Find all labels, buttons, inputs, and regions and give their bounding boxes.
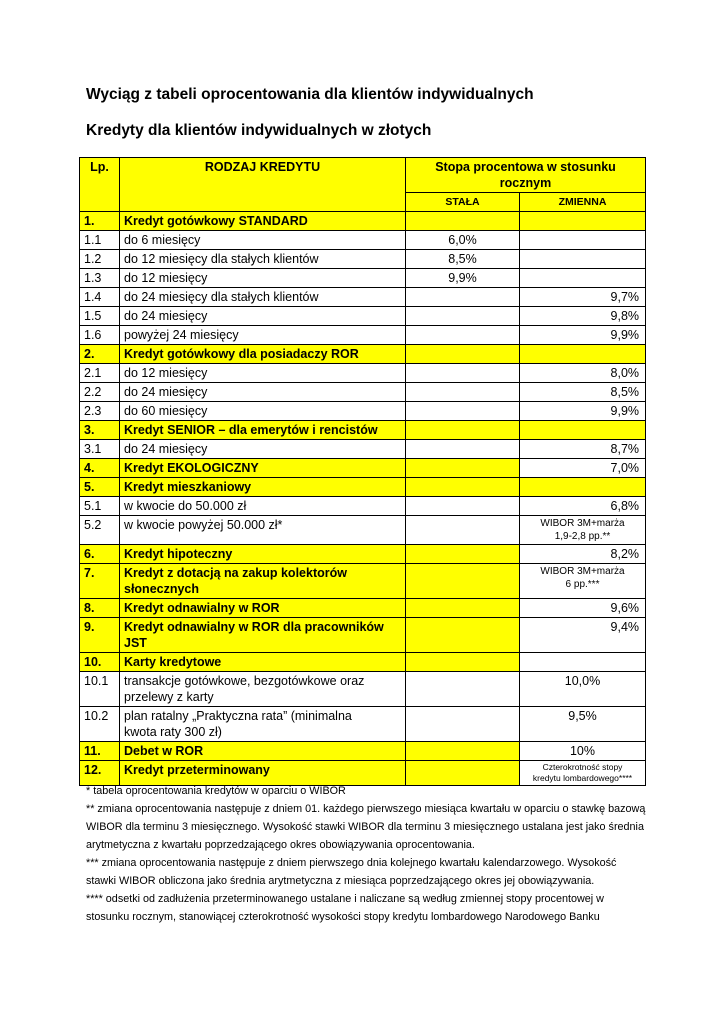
name-line: Kredyt z dotacją na zakup kolektorów	[124, 566, 347, 580]
row-stala	[406, 516, 520, 545]
footnote: *** zmiana oprocentowania następuje z dniem pierwszego dnia kolejnego kwartału kalendarzowego. Wysokość stawki WIBOR obliczona jako średnia arytmetyczna z miesiąca poprzedzającego okres jej obowiązywania.	[86, 857, 617, 887]
table-row	[80, 383, 646, 402]
row-lp: 1.3	[80, 269, 120, 288]
row-stala	[406, 545, 520, 564]
row-name: Karty kredytowe	[120, 653, 406, 672]
row-lp: 11.	[80, 742, 120, 761]
name-line: JST	[124, 636, 147, 650]
row-lp: 1.2	[80, 250, 120, 269]
header-stala: STAŁA	[406, 193, 520, 212]
row-zmienna: 9,4%	[520, 618, 646, 653]
table-row	[80, 307, 646, 326]
row-lp: 6.	[80, 545, 120, 564]
table-header-row	[80, 158, 646, 193]
name-line: przelewy z karty	[124, 690, 214, 704]
row-zmienna: 9,9%	[520, 326, 646, 345]
row-zmienna	[520, 516, 646, 545]
row-lp: 1.	[80, 212, 120, 231]
table-row	[80, 459, 646, 478]
interest-rates-table	[79, 157, 646, 786]
row-stala	[406, 599, 520, 618]
row-lp: 4.	[80, 459, 120, 478]
table-row	[80, 269, 646, 288]
row-lp: 5.	[80, 478, 120, 497]
table-row	[80, 545, 646, 564]
name-line: Kredyt odnawialny w ROR dla pracowników	[124, 620, 384, 634]
table-row	[80, 564, 646, 599]
row-name: Kredyt gotówkowy STANDARD	[120, 212, 406, 231]
table-row	[80, 345, 646, 364]
table-row	[80, 212, 646, 231]
row-zmienna: 9,5%	[520, 707, 646, 742]
row-stala	[406, 307, 520, 326]
table-row	[80, 231, 646, 250]
row-zmienna	[520, 653, 646, 672]
row-zmienna: 9,9%	[520, 402, 646, 421]
zmienna-line: kredytu lombardowego****	[532, 773, 633, 783]
table-row	[80, 707, 646, 742]
row-zmienna: 8,2%	[520, 545, 646, 564]
row-zmienna: 9,7%	[520, 288, 646, 307]
footnote: ** zmiana oprocentowania następuje z dniem 01. każdego pierwszego miesiąca kwartału w oparciu o stawkę bazową WIBOR dla terminu 3 miesięcznego. Wysokość stawki WIBOR dla terminu 3 miesięcznego ustalana jest jako średnia arytmetyczna z kwartału poprzedzającego okres obowiązywania oprocentowania.	[86, 803, 646, 851]
row-zmienna: 8,5%	[520, 383, 646, 402]
table-row	[80, 516, 646, 545]
row-name: w kwocie do 50.000 zł	[120, 497, 406, 516]
row-name	[120, 707, 406, 742]
row-stala	[406, 653, 520, 672]
row-name: do 12 miesięcy	[120, 269, 406, 288]
zmienna-line: WIBOR 3M+marża	[540, 566, 625, 577]
row-stala	[406, 672, 520, 707]
row-zmienna	[520, 212, 646, 231]
row-stala	[406, 459, 520, 478]
table-row	[80, 478, 646, 497]
row-zmienna	[520, 421, 646, 440]
zmienna-line: WIBOR 3M+marża	[540, 518, 625, 529]
row-name: do 24 miesięcy	[120, 440, 406, 459]
row-name: w kwocie powyżej 50.000 zł*	[120, 516, 406, 545]
row-stala	[406, 742, 520, 761]
row-lp: 10.1	[80, 672, 120, 707]
table-row	[80, 250, 646, 269]
row-name: Kredyt gotówkowy dla posiadaczy ROR	[120, 345, 406, 364]
row-stala	[406, 364, 520, 383]
row-name: do 24 miesięcy	[120, 383, 406, 402]
row-stala	[406, 326, 520, 345]
row-name: powyżej 24 miesięcy	[120, 326, 406, 345]
row-name: Debet w ROR	[120, 742, 406, 761]
table-row	[80, 672, 646, 707]
row-stala	[406, 707, 520, 742]
table-row	[80, 653, 646, 672]
row-lp: 8.	[80, 599, 120, 618]
row-name	[120, 672, 406, 707]
row-name: do 12 miesięcy	[120, 364, 406, 383]
row-lp: 1.4	[80, 288, 120, 307]
section-title: Kredyty dla klientów indywidualnych w złotych	[86, 122, 432, 139]
table-row	[80, 618, 646, 653]
row-lp: 9.	[80, 618, 120, 653]
name-line: kwota raty 300 zł)	[124, 725, 222, 739]
row-lp: 2.3	[80, 402, 120, 421]
header-lp: Lp.	[80, 158, 120, 212]
row-name	[120, 564, 406, 599]
row-name: Kredyt mieszkaniowy	[120, 478, 406, 497]
row-name: Kredyt EKOLOGICZNY	[120, 459, 406, 478]
row-zmienna	[520, 231, 646, 250]
row-stala	[406, 212, 520, 231]
row-lp: 12.	[80, 761, 120, 786]
table-row	[80, 326, 646, 345]
zmienna-line: 1,9-2,8 pp.**	[554, 531, 611, 542]
row-name: do 6 miesięcy	[120, 231, 406, 250]
row-lp: 1.6	[80, 326, 120, 345]
row-lp: 10.	[80, 653, 120, 672]
row-zmienna: 8,0%	[520, 364, 646, 383]
table-row	[80, 599, 646, 618]
row-zmienna	[520, 250, 646, 269]
table-row	[80, 742, 646, 761]
row-stala	[406, 345, 520, 364]
table-row	[80, 497, 646, 516]
row-stala	[406, 497, 520, 516]
row-zmienna: 8,7%	[520, 440, 646, 459]
row-name: do 60 miesięcy	[120, 402, 406, 421]
footnote: **** odsetki od zadłużenia przeterminowanego ustalane i naliczane są według zmiennej stopy procentowej w stosunku rocznym, stanowiącej czterokrotność wysokości stopy kredytu lombardowego Narodowego Banku	[86, 893, 604, 923]
header-zmienna: ZMIENNA	[520, 193, 646, 212]
row-zmienna: 9,8%	[520, 307, 646, 326]
header-rodzaj: RODZAJ KREDYTU	[120, 158, 406, 212]
row-lp: 1.1	[80, 231, 120, 250]
row-name: do 24 miesięcy dla stałych klientów	[120, 288, 406, 307]
row-stala	[406, 564, 520, 599]
row-stala	[406, 440, 520, 459]
row-stala	[406, 402, 520, 421]
row-lp: 7.	[80, 564, 120, 599]
row-zmienna	[520, 564, 646, 599]
row-lp: 5.1	[80, 497, 120, 516]
row-name: Kredyt przeterminowany	[120, 761, 406, 786]
row-name: do 12 miesięcy dla stałych klientów	[120, 250, 406, 269]
row-stala: 9,9%	[406, 269, 520, 288]
table-row	[80, 364, 646, 383]
row-zmienna: 10%	[520, 742, 646, 761]
table-row	[80, 288, 646, 307]
row-stala	[406, 288, 520, 307]
footnotes	[86, 782, 646, 926]
name-line: słonecznych	[124, 582, 200, 596]
row-lp: 5.2	[80, 516, 120, 545]
row-zmienna	[520, 478, 646, 497]
header-stopa: Stopa procentowa w stosunku rocznym	[406, 158, 646, 193]
row-lp: 1.5	[80, 307, 120, 326]
row-lp: 2.1	[80, 364, 120, 383]
table-row	[80, 402, 646, 421]
row-zmienna: 7,0%	[520, 459, 646, 478]
table-row	[80, 440, 646, 459]
row-lp: 10.2	[80, 707, 120, 742]
name-line: transakcje gotówkowe, bezgotówkowe oraz	[124, 674, 365, 688]
table-row	[80, 421, 646, 440]
row-zmienna: 10,0%	[520, 672, 646, 707]
page-title: Wyciąg z tabeli oprocentowania dla klientów indywidualnych	[86, 86, 534, 103]
row-stala	[406, 421, 520, 440]
row-zmienna: 9,6%	[520, 599, 646, 618]
zmienna-line: Czterokrotność stopy	[542, 762, 623, 772]
row-lp: 2.2	[80, 383, 120, 402]
row-name: Kredyt SENIOR – dla emerytów i rencistów	[120, 421, 406, 440]
row-name: do 24 miesięcy	[120, 307, 406, 326]
row-zmienna	[520, 345, 646, 364]
row-stala	[406, 618, 520, 653]
row-zmienna	[520, 269, 646, 288]
row-stala: 8,5%	[406, 250, 520, 269]
footnote: * tabela oprocentowania kredytów w oparciu o WIBOR	[86, 785, 346, 797]
row-name	[120, 618, 406, 653]
row-lp: 3.1	[80, 440, 120, 459]
row-name: Kredyt odnawialny w ROR	[120, 599, 406, 618]
row-stala	[406, 383, 520, 402]
row-lp: 2.	[80, 345, 120, 364]
name-line: plan ratalny „Praktyczna rata” (minimalna	[124, 709, 352, 723]
zmienna-line: 6 pp.***	[565, 579, 600, 590]
row-lp: 3.	[80, 421, 120, 440]
row-name: Kredyt hipoteczny	[120, 545, 406, 564]
row-stala	[406, 478, 520, 497]
row-stala: 6,0%	[406, 231, 520, 250]
row-zmienna: 6,8%	[520, 497, 646, 516]
